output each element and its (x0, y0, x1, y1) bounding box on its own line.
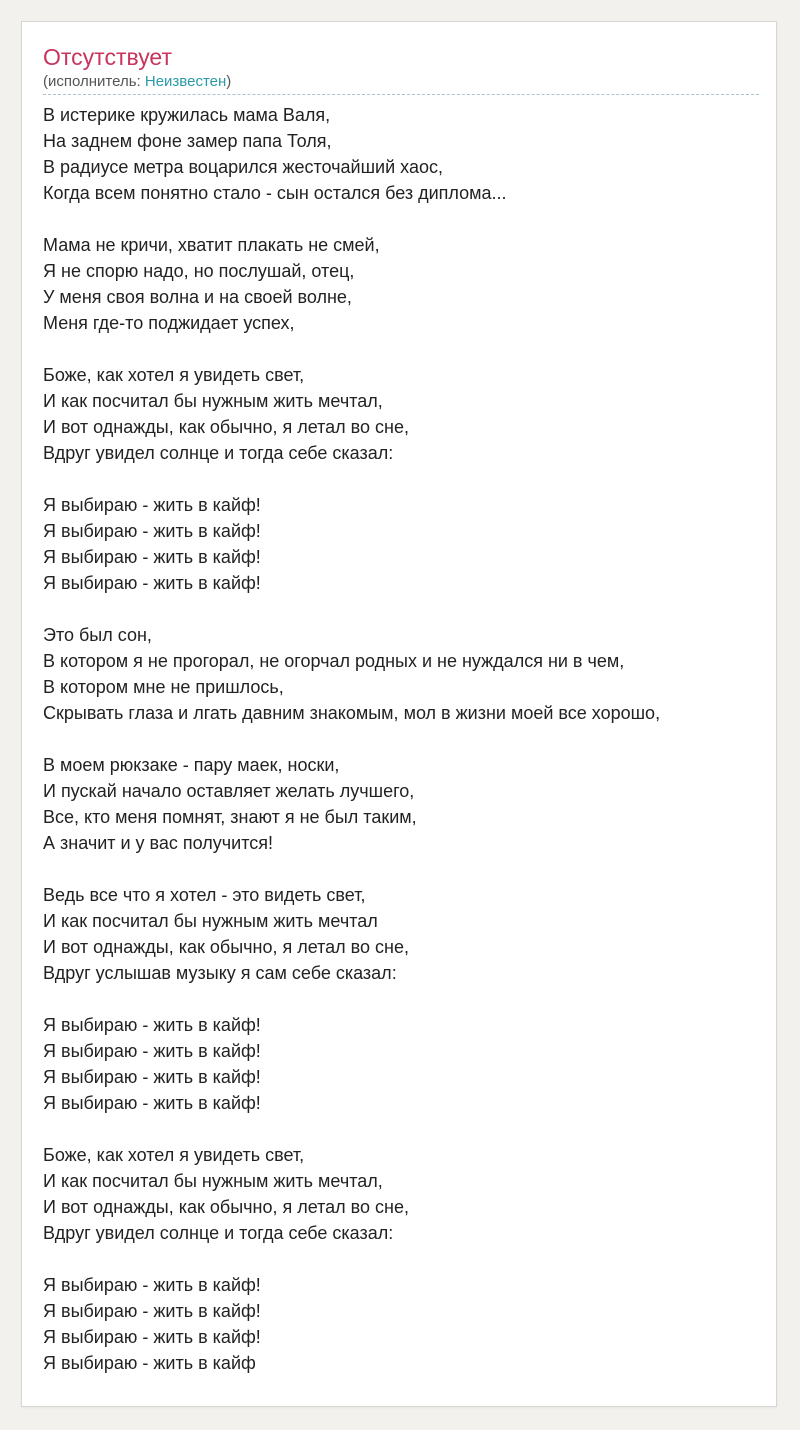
lyrics-line: В моем рюкзаке - пару маек, носки, (43, 755, 340, 775)
lyrics-line: И пускай начало оставляет желать лучшего, (43, 781, 415, 801)
lyrics-line: В истерике кружилась мама Валя, (43, 105, 331, 125)
lyrics-card (21, 21, 777, 1407)
lyrics-line: Я выбираю - жить в кайф! (43, 1041, 261, 1061)
lyrics-line: Я выбираю - жить в кайф! (43, 1093, 261, 1113)
lyrics-stanza (43, 232, 763, 336)
lyrics-line: Меня где-то поджидает успех, (43, 313, 295, 333)
lyrics-stanza (43, 1272, 763, 1376)
lyrics-line: Когда всем понятно стало - сын остался без диплома... (43, 183, 507, 203)
lyrics-stanza (43, 1012, 763, 1116)
lyrics-line: Боже, как хотел я увидеть свет, (43, 1145, 305, 1165)
lyrics-body (43, 102, 763, 1376)
lyrics-line: Я выбираю - жить в кайф! (43, 1015, 261, 1035)
lyrics-line: В радиусе метра воцарился жесточайший хаос, (43, 157, 443, 177)
lyrics-line: Я выбираю - жить в кайф! (43, 547, 261, 567)
lyrics-line: Боже, как хотел я увидеть свет, (43, 365, 305, 385)
lyrics-line: И вот однажды, как обычно, я летал во сне, (43, 417, 410, 437)
lyrics-line: На заднем фоне замер папа Толя, (43, 131, 332, 151)
song-header (43, 42, 759, 95)
lyrics-line: Я выбираю - жить в кайф! (43, 1275, 261, 1295)
lyrics-line: Я не спорю надо, но послушай, отец, (43, 261, 355, 281)
lyrics-line: И вот однажды, как обычно, я летал во сне, (43, 937, 410, 957)
artist-line (43, 72, 759, 95)
lyrics-line: И вот однажды, как обычно, я летал во сне, (43, 1197, 410, 1217)
lyrics-stanza (43, 362, 763, 466)
lyrics-stanza (43, 882, 763, 986)
lyrics-line: Я выбираю - жить в кайф (43, 1353, 256, 1373)
lyrics-line: Я выбираю - жить в кайф! (43, 573, 261, 593)
lyrics-line: Я выбираю - жить в кайф! (43, 1327, 261, 1347)
lyrics-line: А значит и у вас получится! (43, 833, 274, 853)
lyrics-line: Я выбираю - жить в кайф! (43, 521, 261, 541)
lyrics-line: Вдруг увидел солнце и тогда себе сказал: (43, 1223, 394, 1243)
song-title: Отсутствует (43, 44, 172, 70)
lyrics-line: Мама не кричи, хватит плакать не смей, (43, 235, 380, 255)
lyrics-line: Ведь все что я хотел - это видеть свет, (43, 885, 366, 905)
lyrics-line: Я выбираю - жить в кайф! (43, 1301, 261, 1321)
lyrics-line: И как посчитал бы нужным жить мечтал (43, 911, 378, 931)
lyrics-line: У меня своя волна и на своей волне, (43, 287, 352, 307)
lyrics-line: Я выбираю - жить в кайф! (43, 495, 261, 515)
lyrics-stanza (43, 752, 763, 856)
lyrics-line: И как посчитал бы нужным жить мечтал, (43, 391, 383, 411)
lyrics-line: Все, кто меня помнят, знают я не был таким, (43, 807, 417, 827)
artist-link[interactable]: Неизвестен (144, 73, 227, 90)
lyrics-line: В котором я не прогорал, не огорчал родных и не нуждался ни в чем, (43, 651, 625, 671)
artist-suffix: ) (226, 73, 232, 90)
lyrics-line: Вдруг увидел солнце и тогда себе сказал: (43, 443, 394, 463)
lyrics-stanza (43, 622, 763, 726)
lyrics-stanza (43, 492, 763, 596)
lyrics-stanza (43, 102, 763, 206)
lyrics-stanza (43, 1142, 763, 1246)
lyrics-line: И как посчитал бы нужным жить мечтал, (43, 1171, 383, 1191)
artist-prefix: (исполнитель: (43, 73, 145, 90)
lyrics-line: Скрывать глаза и лгать давним знакомым, мол в жизни моей все хорошо, (43, 703, 661, 723)
lyrics-line: Это был сон, (43, 625, 152, 645)
lyrics-line: В котором мне не пришлось, (43, 677, 284, 697)
lyrics-line: Вдруг услышав музыку я сам себе сказал: (43, 963, 397, 983)
lyrics-line: Я выбираю - жить в кайф! (43, 1067, 261, 1087)
